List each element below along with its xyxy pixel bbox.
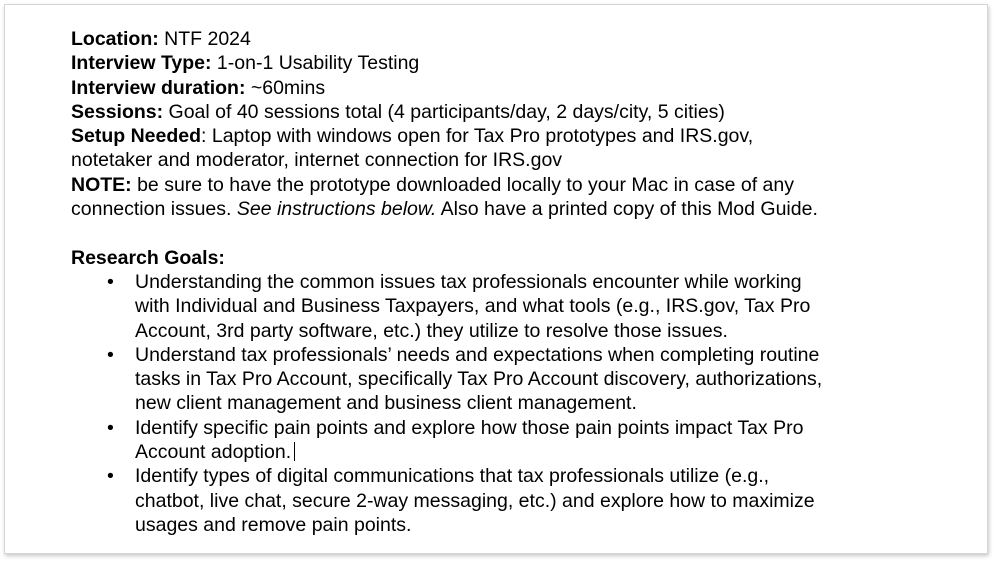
sessions-label: Sessions: <box>71 100 164 123</box>
interview-type-label: Interview Type: <box>71 52 212 75</box>
bullet-icon: • <box>107 416 114 439</box>
text-cursor[interactable] <box>294 442 295 461</box>
list-item <box>71 270 951 343</box>
interview-duration-value: ~60mins <box>245 76 326 99</box>
research-goals-list <box>71 270 951 537</box>
setup-label: Setup Needed <box>71 125 202 148</box>
goal-line: Understanding the common issues tax professionals encounter while working <box>135 270 802 293</box>
note-value-1: be sure to have the prototype downloaded locally to your Mac in case of any <box>131 173 794 196</box>
bullet-icon: • <box>107 465 114 488</box>
note-instructions-link-text: See instructions below. <box>236 198 437 221</box>
interview-duration-label: Interview duration: <box>71 76 246 99</box>
note-line-2 <box>71 197 951 221</box>
setup-line-2 <box>71 148 951 172</box>
goal-line: Identify types of digital communications that tax professionals utilize (e.g., <box>135 465 770 488</box>
list-item <box>71 416 951 465</box>
note-value-2-post: Also have a printed copy of this Mod Guide. <box>436 198 818 221</box>
goal-line: with Individual and Business Taxpayers, and what tools (e.g., IRS.gov, Tax Pro <box>135 295 811 318</box>
location-label: Location: <box>71 28 159 50</box>
setup-line-1 <box>71 124 951 148</box>
list-item <box>71 464 951 537</box>
document-content <box>71 27 951 537</box>
interview-type-line <box>71 51 951 75</box>
setup-value-2: notetaker and moderator, internet connection for IRS.gov <box>71 149 563 172</box>
list-item <box>71 343 951 416</box>
note-value-2-pre: connection issues. <box>71 198 237 221</box>
location-line <box>71 27 951 51</box>
goal-line: Identify specific pain points and explore how those pain points impact Tax Pro <box>135 416 804 439</box>
goal-line: Understand tax professionals’ needs and expectations when completing routine <box>135 343 820 366</box>
goal-line-text: Account adoption. <box>135 441 292 464</box>
document-page <box>4 4 988 554</box>
sessions-value: Goal of 40 sessions total (4 participants/day, 2 days/city, 5 cities) <box>163 100 725 123</box>
interview-duration-line <box>71 76 951 100</box>
note-line-1 <box>71 173 951 197</box>
goal-line: tasks in Tax Pro Account, specifically Tax Pro Account discovery, authorizations, <box>135 368 823 391</box>
bullet-icon: • <box>107 343 114 366</box>
interview-type-value: 1-on-1 Usability Testing <box>211 52 420 75</box>
goal-line: new client management and business client management. <box>135 392 637 415</box>
sessions-line <box>71 100 951 124</box>
setup-value-1: : Laptop with windows open for Tax Pro prototypes and IRS.gov, <box>201 125 754 148</box>
goal-line <box>135 440 951 464</box>
goal-line: Account, 3rd party software, etc.) they utilize to resolve those issues. <box>135 319 728 342</box>
goal-line: chatbot, live chat, secure 2-way messaging, etc.) and explore how to maximize <box>135 489 815 512</box>
research-goals-heading: Research Goals: <box>71 246 225 269</box>
bullet-icon: • <box>107 270 114 293</box>
paragraph-spacer <box>71 221 951 245</box>
note-label: NOTE: <box>71 173 132 196</box>
location-value: NTF 2024 <box>158 28 251 50</box>
goal-line: usages and remove pain points. <box>135 513 412 536</box>
